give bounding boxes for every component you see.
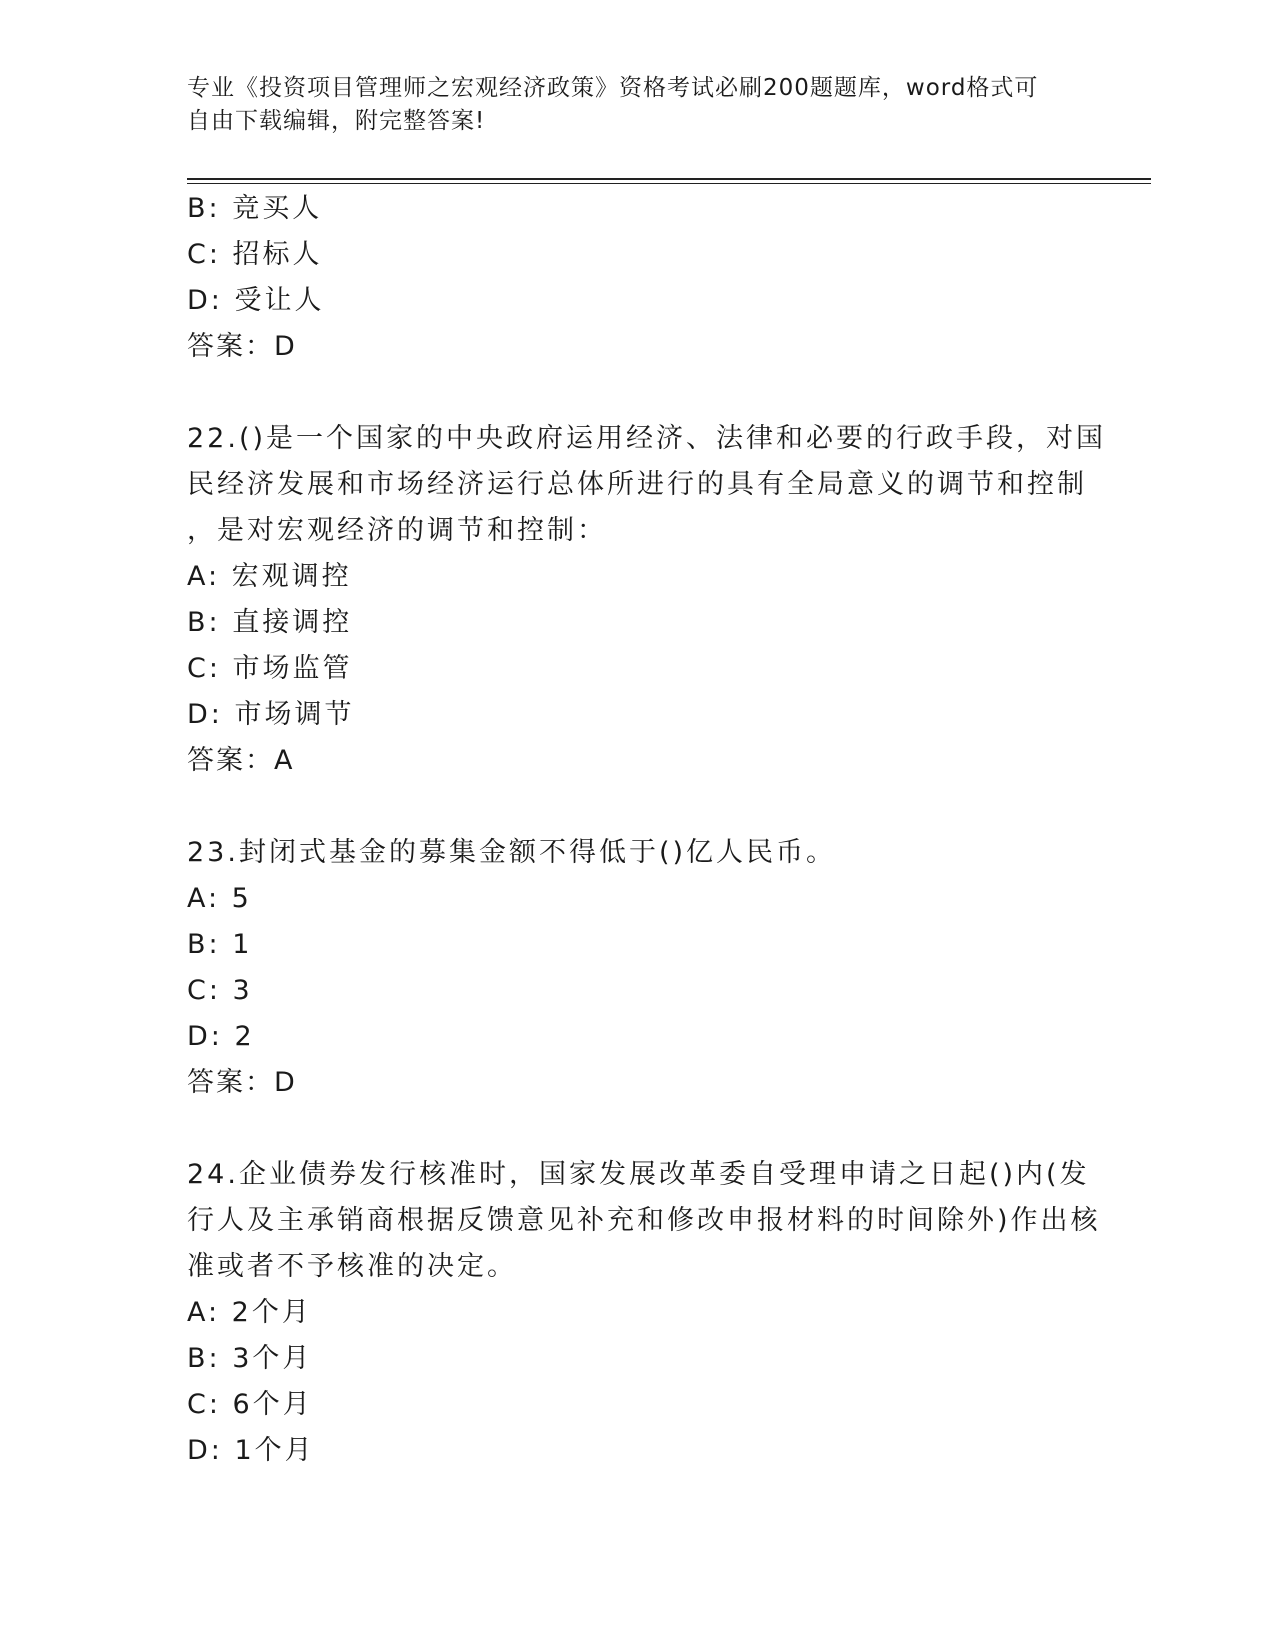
question-23	[187, 830, 1087, 1106]
option-d: D: 市场调节	[187, 699, 355, 730]
document-body	[187, 186, 1107, 1474]
option-b: B: 3个月	[187, 1343, 313, 1374]
question-stem-line: ，是对宏观经济的调节和控制：	[187, 515, 607, 546]
question-stem-line: 行人及主承销商根据反馈意见补充和修改申报材料的时间除外)作出核	[187, 1205, 1101, 1236]
option-c: C: 3	[187, 975, 253, 1006]
question-stem-line: 民经济发展和市场经济运行总体所进行的具有全局意义的调节和控制	[187, 469, 1087, 500]
question-stem-line: 22.()是一个国家的中央政府运用经济、法律和必要的行政手段，对国	[187, 423, 1107, 454]
header-line-2: 自由下载编辑，附完整答案!	[187, 108, 486, 134]
option-d: D: 2	[187, 1021, 255, 1052]
option-a: A: 2个月	[187, 1297, 312, 1328]
option-b: B: 1	[187, 929, 253, 960]
answer: 答案：A	[187, 745, 295, 776]
page-header	[187, 72, 1087, 138]
question-stem-line: 24.企业债券发行核准时，国家发展改革委自受理申请之日起()内(发	[187, 1159, 1090, 1190]
option-a: A: 5	[187, 883, 252, 914]
question-24	[187, 1152, 1101, 1474]
header-rule-thin	[187, 183, 1151, 184]
option-d: D: 1个月	[187, 1435, 315, 1466]
question-22	[187, 416, 1107, 784]
option-b: B: 直接调控	[187, 607, 353, 638]
header-rule-thick	[187, 178, 1151, 180]
option-c: C: 6个月	[187, 1389, 313, 1420]
option-a: A: 宏观调控	[187, 561, 352, 592]
answer: 答案：D	[187, 331, 297, 362]
option-b: B: 竞买人	[187, 193, 323, 224]
option-c: C: 招标人	[187, 239, 323, 270]
question-21-continued	[187, 186, 1087, 370]
question-stem-line: 准或者不予核准的决定。	[187, 1251, 517, 1282]
option-c: C: 市场监管	[187, 653, 353, 684]
question-stem-line: 23.封闭式基金的募集金额不得低于()亿人民币。	[187, 837, 837, 868]
option-d: D: 受让人	[187, 285, 325, 316]
answer: 答案：D	[187, 1067, 297, 1098]
header-line-1: 专业《投资项目管理师之宏观经济政策》资格考试必刷200题题库，word格式可	[187, 75, 1039, 101]
